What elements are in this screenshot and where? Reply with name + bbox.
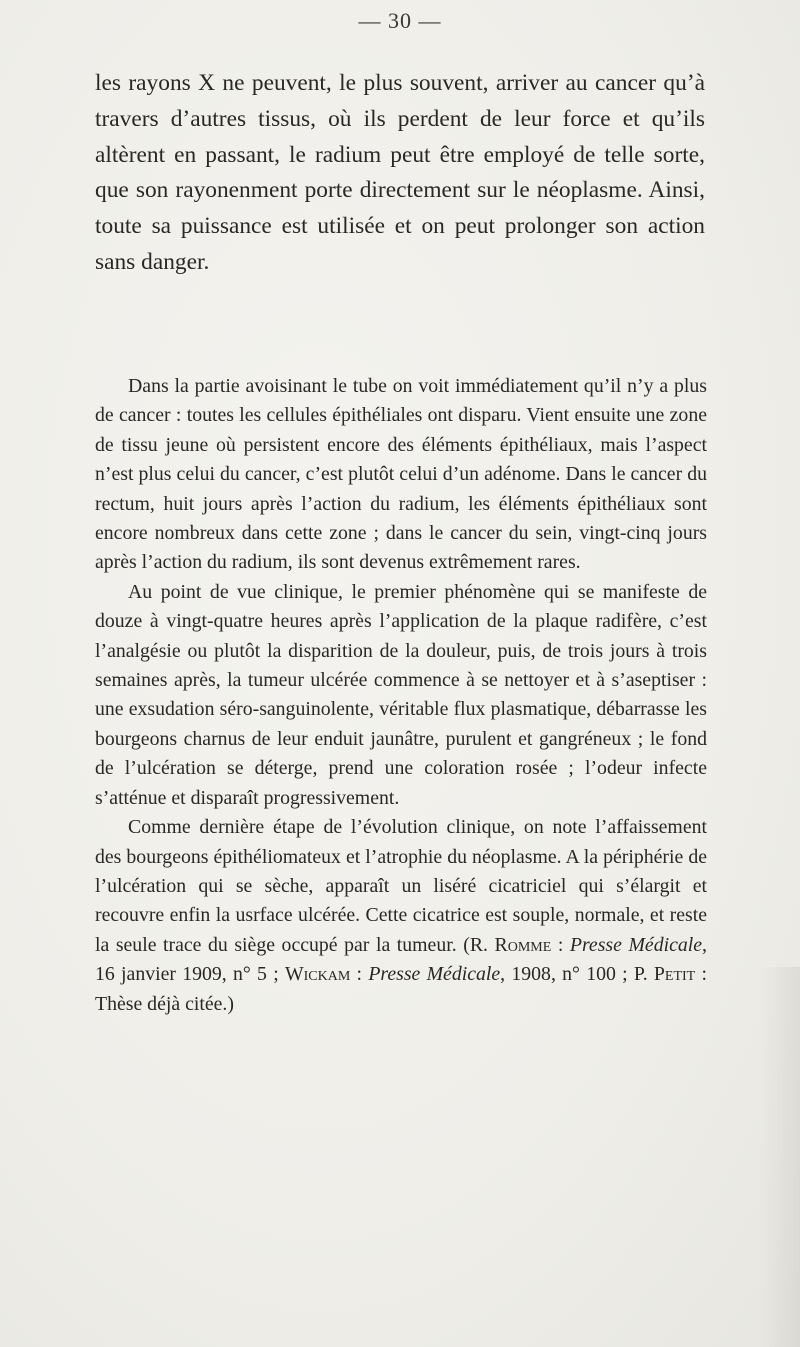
- evolution-text: Comme dernière étape de l’évolution clinique, on note l’affaissement des bourgeons épithéliomateux et l’atrophie du néoplasme. A la périphérie de l’ulcération qui se sèche, apparaît un liséré cicatriciel qui s’élargit et recouvre enfin la usrface ulcérée. Cette cicatrice est souple, normale, et reste la seule trace du siège occupé par la tumeur. (: [95, 816, 707, 956]
- reference-separator: :: [551, 933, 570, 956]
- lead-paragraph: les rayons X ne peuvent, le plus souvent, arriver au cancer qu’à travers d’autres tissus, où ils perdent de leur force et qu’ils altèrent en passant, le radium peut être employé de telle sorte, que son rayonenment porte directement sur le néoplasme. Ainsi, toute sa puissance est utilisée et on peut prolonger son action sans danger.: [95, 70, 705, 275]
- reference-separator: :: [350, 963, 369, 986]
- paragraph-histology: Dans la partie avoisinant le tube on voit immédiatement qu’il n’y a plus de cancer : toutes les cellules épithéliales ont disparu. Vient ensuite une zone de tissu jeune où persistent encore des éléments épithéliaux, mais l’aspect n’est plus celui du cancer, c’est plutôt celui d’un adénome. Dans le cancer du rectum, huit jours après l’action du radium, les éléments épithéliaux sont encore nombreux dans cette zone ; dans le cancer du sein, vingt-cinq jours après l’action du radium, ils sont devenus extrêmement rares.: [95, 375, 707, 574]
- lead-paragraph-block: [95, 66, 705, 281]
- reference-journal: Presse Médicale: [569, 933, 703, 956]
- reference-author-romme: R. Romme: [469, 933, 552, 956]
- body-text: [95, 372, 707, 1019]
- paragraph-clinical: Au point de vue clinique, le premier phénomène qui se manifeste de douze à vingt-quatre heures après l’application de la plaque radifère, c’est l’analgésie ou plutôt la disparition de la douleur, puis, de trois jours à trois semaines après, la tumeur ulcérée commence à se nettoyer et à s’aseptiser : une exsudation séro-sanguinolente, véritable flux plasmatique, débarrasse les bourgeons charnus de leur enduit jaunâtre, purulent et gangréneux ; le fond de l’ulcération se déterge, prend une coloration rosée ; l’odeur infecte s’atténue et disparaît progressivement.: [95, 580, 707, 809]
- scan-edge-shadow: [760, 967, 800, 1347]
- reference-author-wickam: Wickam: [284, 963, 351, 986]
- reference-author-petit: P. Petit: [633, 963, 696, 986]
- reference-details: : Thèse déjà citée.): [95, 963, 707, 1015]
- reference-journal: Presse Médicale: [368, 963, 501, 986]
- paragraph-evolution: [95, 813, 707, 1019]
- reference-details: , 16 janvier 1909, n° 5 ;: [95, 933, 707, 986]
- reference-details: , 1908, n° 100 ;: [500, 963, 634, 986]
- page-number: — 30 —: [358, 8, 442, 33]
